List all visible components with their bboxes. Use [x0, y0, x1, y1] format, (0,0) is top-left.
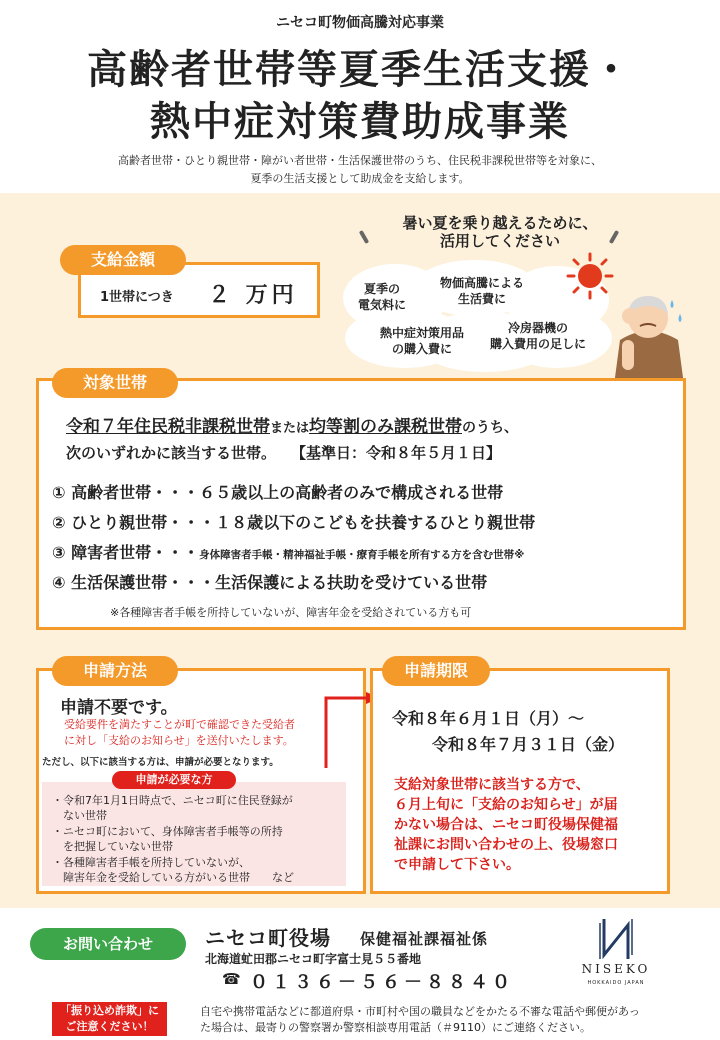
target-lead — [66, 412, 518, 437]
period-note-line: 支給対象世帯に該当する方で、 — [394, 777, 590, 793]
contact-department: 保健福祉課福祉係 — [360, 930, 489, 948]
period-note-line: かない場合は、ニセコ町役場保健福 — [394, 817, 618, 833]
title-line-1: 高齢者世帯等夏季生活支援・ — [87, 47, 633, 93]
intro-line-2: 夏季の生活支援として助成金を支給します。 — [250, 172, 470, 185]
need-line: ・令和7年1月1日時点で、ニセコ町に住民登録が — [52, 794, 293, 807]
target-item-body: ６５歳以上の高齢者のみで構成される世帯 — [199, 483, 504, 502]
need-line: 障害年金を受給している方がいる世帯 など — [52, 871, 294, 884]
fraud-badge-line-1: 「振り込め詐欺」に — [60, 1004, 159, 1017]
logo-subtitle: HOKKAIDO JAPAN — [587, 980, 645, 986]
target-item-body: 生活保護による扶助を受けている世帯 — [215, 573, 488, 592]
period-note-line: で申請して下さい。 — [394, 857, 520, 873]
target-item — [52, 570, 487, 593]
target-lead-suffix: のうち、 — [462, 420, 519, 436]
target-label: 対象世帯 — [52, 368, 178, 398]
apply-exception: ただし、以下に該当する方は、申請が必要となります。 — [42, 757, 279, 768]
target-item-number: ③ — [52, 543, 66, 562]
fraud-warning-badge — [52, 1002, 167, 1036]
target-lead-equal-levy: 均等割のみ課税世帯 — [309, 417, 463, 437]
apply-note-line-2: に対し「支給のお知らせ」を送付いたします。 — [64, 734, 294, 747]
apply-label: 申請方法 — [52, 656, 178, 686]
period-note-line: 祉課にお問い合わせの上、役場窓口 — [394, 837, 618, 853]
target-item — [52, 540, 524, 563]
amount-prefix: 1世帯につき — [100, 290, 174, 305]
usage-item-living: 物価高騰による 生活費に — [439, 276, 524, 306]
period-label: 申請期限 — [382, 656, 490, 686]
period-end: 令和８年７月３１日（金） — [432, 735, 625, 754]
logo-wordmark: NISEKO — [581, 962, 651, 976]
fraud-text-line-1: 自宅や携帯電話などに都道府県・市町村や国の職員などをかたる不審な電話や郵便があっ — [200, 1005, 640, 1018]
target-item-head: 高齢者世帯・・・ — [71, 483, 200, 502]
target-item-body: １８歳以下のこどもを扶養するひとり親世帯 — [215, 513, 536, 532]
contact-address: 北海道虻田郡ニセコ町字富士見５５番地 — [205, 952, 422, 966]
target-lead-tax-exempt: 令和７年住民税非課税世帯 — [66, 417, 270, 437]
target-item-number: ② — [52, 513, 66, 532]
usage-item-heatstroke-goods: 熱中症対策用品 の購入費に — [379, 326, 464, 356]
program-kicker: ニセコ町物価高騰対応事業 — [276, 15, 444, 31]
usage-item-electricity: 夏季の 電気料に — [357, 282, 406, 312]
intro-line-1: 高齢者世帯・ひとり親世帯・障がい者世帯・生活保護世帯のうち、住民税非課税世帯等を対象に、 — [118, 154, 602, 167]
title-line-2: 熱中症対策費助成事業 — [150, 99, 570, 145]
apply-headline: 申請不要です。 — [60, 698, 178, 718]
phone-icon: ☎ — [222, 970, 241, 988]
contact-office: ニセコ町役場 — [205, 926, 331, 950]
amount-label: 支給金額 — [60, 245, 186, 275]
apply-note-line-1: 受給要件を満たすことが町で確認できた受給者 — [64, 718, 295, 731]
target-lead-or: または — [270, 421, 310, 436]
usage-heading-2: 活用してください — [439, 232, 560, 250]
need-line: ・ニセコ町において、身体障害者手帳等の所持 — [52, 825, 283, 838]
target-item-head: 生活保護世帯・・・ — [71, 573, 216, 592]
period-note-line: ６月上旬に「支給のお知らせ」が届 — [394, 797, 618, 813]
target-lead-line2: 次のいずれかに該当する世帯。 【基準日：令和８年５月１日】 — [66, 444, 502, 462]
fraud-badge-line-2: ご注意ください！ — [65, 1020, 154, 1033]
period-start: 令和８年６月１日（月）～ — [392, 709, 585, 728]
need-label: 申請が必要な方 — [112, 771, 236, 789]
elderly-man-illustration — [600, 280, 695, 385]
target-note: ※各種障害者手帳を所持していないが、障害年金を受給されている方も可 — [110, 606, 472, 619]
target-item — [52, 510, 535, 533]
target-item-number: ① — [52, 483, 66, 502]
contact-phone[interactable]: ０１３６－５６－８８４０ — [250, 972, 514, 993]
need-line: ない世帯 — [52, 809, 107, 822]
target-item-number: ④ — [52, 573, 66, 592]
need-line: ・各種障害者手帳を所持していないが、 — [52, 856, 250, 869]
amount-value: ２ 万円 — [208, 283, 298, 308]
usage-item-aircon: 冷房器機の 購入費用の足しに — [489, 321, 586, 351]
need-line: を把握していない世帯 — [52, 840, 173, 853]
target-item-body: 身体障害者手帳・精神福祉手帳・療育手帳を所有する方を含む世帯※ — [199, 549, 525, 561]
usage-heading-1: 暑い夏を乗り越えるために、 — [402, 214, 598, 232]
target-item-head: 障害者世帯・・・ — [71, 543, 200, 562]
fraud-text-line-2: た場合は、最寄りの警察署か警察相談専用電話（＃9110）にご連絡ください。 — [200, 1021, 591, 1034]
target-item-head: ひとり親世帯・・・ — [71, 513, 216, 532]
target-item — [52, 480, 503, 503]
contact-label: お問い合わせ — [30, 928, 186, 960]
